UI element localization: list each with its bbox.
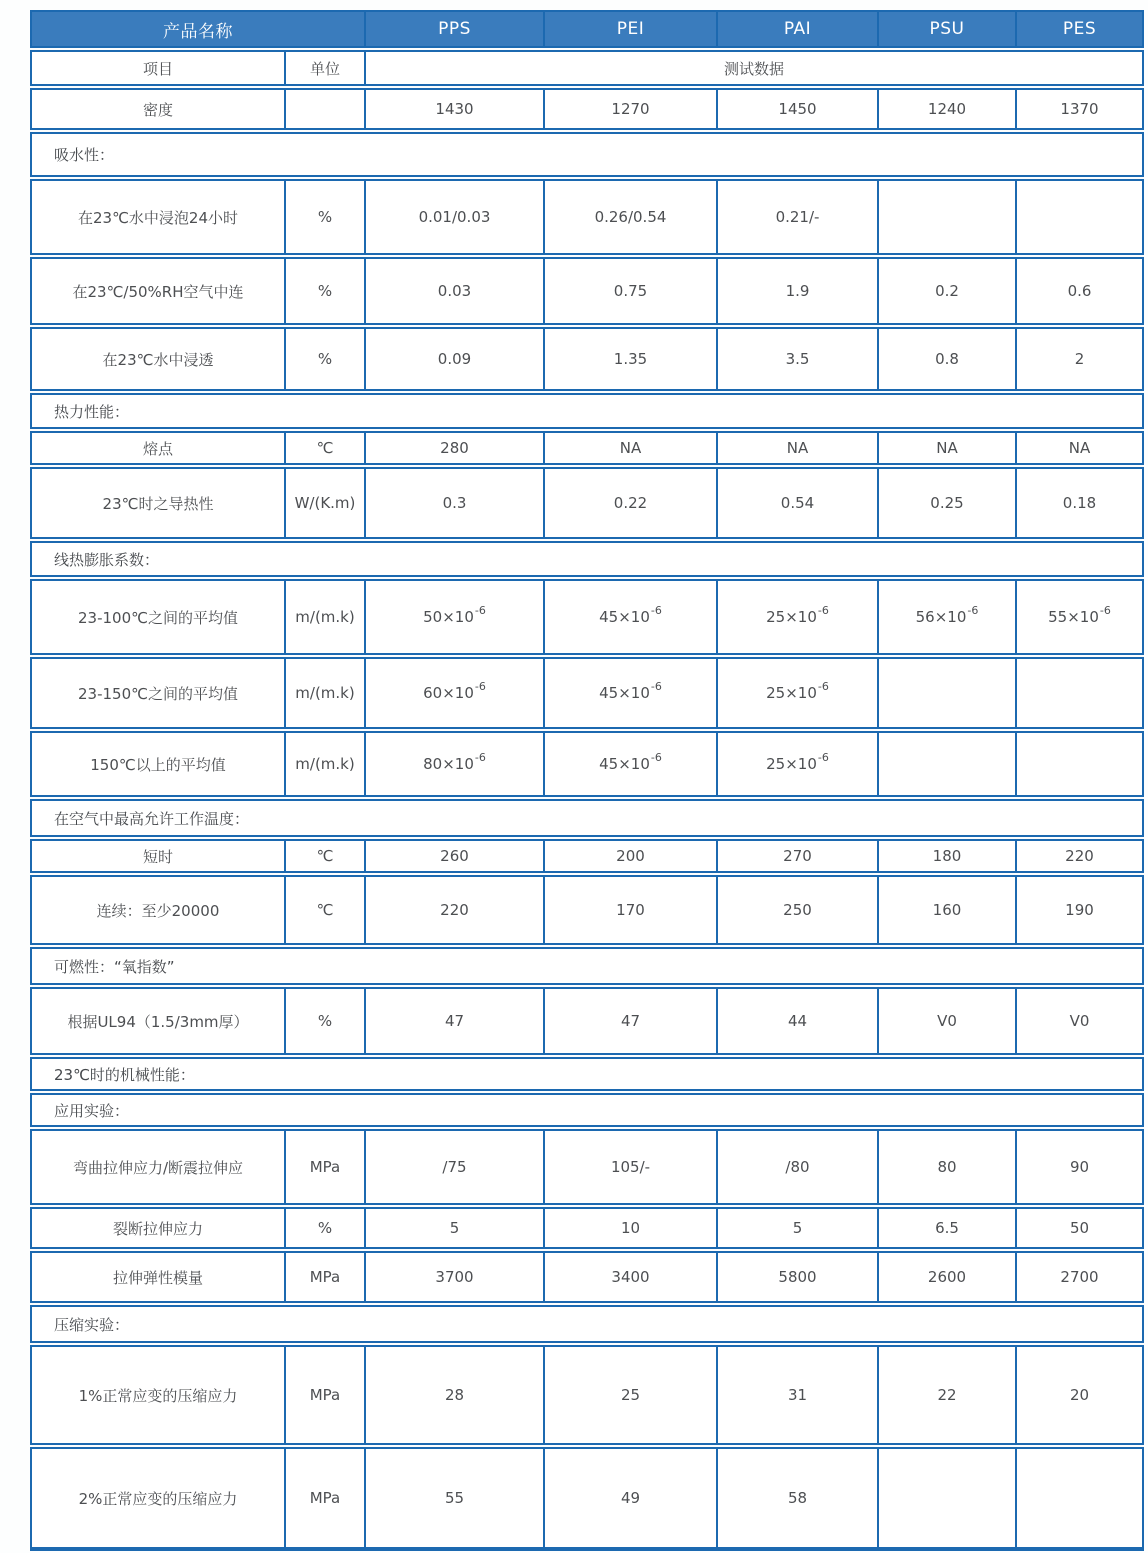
row-label-cell: 23-100℃之间的平均值 xyxy=(78,608,238,627)
section-row xyxy=(30,947,1144,985)
table-header-row xyxy=(30,10,1144,48)
row-value-cell: 0.03 xyxy=(364,259,543,323)
row-value-cell: 49 xyxy=(543,1449,716,1547)
row-unit-cell: % xyxy=(284,329,364,389)
row-label-cell: 1%正常应变的压缩应力 xyxy=(78,1386,238,1405)
row-value-cell: NA xyxy=(543,433,716,463)
properties-table xyxy=(30,10,1144,1553)
row-label-cell: 23℃时之导热性 xyxy=(102,494,214,513)
data-row xyxy=(30,1207,1144,1249)
row-value-cell: 55 xyxy=(364,1449,543,1547)
row-value-cell: 80×10 -6 xyxy=(364,733,543,795)
row-unit-cell: MPa xyxy=(284,1347,364,1443)
row-label-cell: 连续：至少20000 xyxy=(96,901,220,920)
product-col-pai: PAI xyxy=(716,12,877,46)
row-label-cell: 熔点 xyxy=(142,439,173,458)
row-value-cell: 3.5 xyxy=(716,329,877,389)
row-value-cell: 180 xyxy=(877,841,1015,871)
data-row xyxy=(30,179,1144,255)
row-value-cell: 25×10 -6 xyxy=(716,581,877,653)
row-value-cell: 1.9 xyxy=(716,259,877,323)
section-row xyxy=(30,132,1144,177)
row-value-cell: 55×10 -6 xyxy=(1015,581,1142,653)
row-unit-cell: ℃ xyxy=(284,877,364,943)
row-value-cell: 0.09 xyxy=(364,329,543,389)
row-value-cell: 58 xyxy=(716,1449,877,1547)
row-unit-cell: MPa xyxy=(284,1131,364,1203)
product-col-pes: PES xyxy=(1015,12,1142,46)
row-value-cell: 0.75 xyxy=(543,259,716,323)
row-value-cell: 0.22 xyxy=(543,469,716,537)
row-value-cell: 5 xyxy=(364,1209,543,1247)
row-label-cell: 短时 xyxy=(142,847,173,866)
row-value-cell: 270 xyxy=(716,841,877,871)
row-value-cell: 200 xyxy=(543,841,716,871)
row-value-cell xyxy=(877,1449,1015,1547)
row-value-cell: NA xyxy=(877,433,1015,463)
data-row xyxy=(30,987,1144,1055)
row-value-cell: 56×10 -6 xyxy=(877,581,1015,653)
row-value-cell: 0.18 xyxy=(1015,469,1142,537)
section-label: 应用实验： xyxy=(54,1101,130,1120)
row-value-cell: 220 xyxy=(364,877,543,943)
section-row xyxy=(30,1057,1144,1091)
row-unit-cell: m/(m.k) xyxy=(284,581,364,653)
row-value-cell: 170 xyxy=(543,877,716,943)
row-value-cell: 220 xyxy=(1015,841,1142,871)
section-label: 线热膨胀系数： xyxy=(54,550,160,569)
data-row xyxy=(30,839,1144,873)
row-value-cell xyxy=(1015,181,1142,253)
row-value-cell: 5800 xyxy=(716,1253,877,1301)
data-row xyxy=(30,467,1144,539)
unit-header-cell: 单位 xyxy=(284,52,364,84)
row-unit-cell xyxy=(284,90,364,128)
section-row xyxy=(30,393,1144,429)
row-value-cell xyxy=(1015,659,1142,727)
row-value-cell: 60×10 -6 xyxy=(364,659,543,727)
row-value-cell: 280 xyxy=(364,433,543,463)
item-header-cell: 项目 xyxy=(142,59,173,78)
row-label-cell: 裂断拉伸应力 xyxy=(112,1219,203,1238)
row-value-cell: 1270 xyxy=(543,90,716,128)
row-value-cell: 3400 xyxy=(543,1253,716,1301)
row-unit-cell: m/(m.k) xyxy=(284,733,364,795)
row-value-cell: 160 xyxy=(877,877,1015,943)
row-value-cell: 1240 xyxy=(877,90,1015,128)
section-row xyxy=(30,799,1144,837)
section-row xyxy=(30,541,1144,577)
test-data-header-cell: 测试数据 xyxy=(364,52,1142,84)
row-unit-cell: % xyxy=(284,259,364,323)
data-row xyxy=(30,1129,1144,1205)
row-value-cell: /75 xyxy=(364,1131,543,1203)
row-value-cell: 0.01/0.03 xyxy=(364,181,543,253)
row-value-cell: 47 xyxy=(543,989,716,1053)
row-value-cell: 1450 xyxy=(716,90,877,128)
row-value-cell: 45×10 -6 xyxy=(543,581,716,653)
section-label: 在空气中最高允许工作温度： xyxy=(54,809,250,828)
row-value-cell: 2600 xyxy=(877,1253,1015,1301)
row-value-cell: 5 xyxy=(716,1209,877,1247)
row-label-cell: 根据UL94（1.5/3mm厚） xyxy=(67,1012,249,1031)
row-label-cell: 在23℃水中浸泡24小时 xyxy=(77,208,239,227)
row-value-cell: 80 xyxy=(877,1131,1015,1203)
data-row xyxy=(30,579,1144,655)
row-value-cell: 0.6 xyxy=(1015,259,1142,323)
row-value-cell: 1.35 xyxy=(543,329,716,389)
row-value-cell: 90 xyxy=(1015,1131,1142,1203)
row-value-cell: 0.8 xyxy=(877,329,1015,389)
row-value-cell xyxy=(877,181,1015,253)
row-value-cell: 10 xyxy=(543,1209,716,1247)
row-unit-cell: MPa xyxy=(284,1449,364,1547)
row-label-cell: 在23℃水中浸透 xyxy=(102,350,214,369)
data-row xyxy=(30,257,1144,325)
row-unit-cell: MPa xyxy=(284,1253,364,1301)
row-value-cell: V0 xyxy=(1015,989,1142,1053)
product-col-psu: PSU xyxy=(877,12,1015,46)
table-body xyxy=(30,88,1144,1551)
row-value-cell: 0.54 xyxy=(716,469,877,537)
row-unit-cell: ℃ xyxy=(284,433,364,463)
product-col-pei: PEI xyxy=(543,12,716,46)
row-value-cell: 0.25 xyxy=(877,469,1015,537)
section-row xyxy=(30,1093,1144,1127)
row-unit-cell: m/(m.k) xyxy=(284,659,364,727)
row-value-cell xyxy=(1015,733,1142,795)
row-value-cell: 22 xyxy=(877,1347,1015,1443)
row-value-cell: 50 xyxy=(1015,1209,1142,1247)
section-label: 23℃时的机械性能： xyxy=(54,1065,195,1084)
row-value-cell: 28 xyxy=(364,1347,543,1443)
row-value-cell: 47 xyxy=(364,989,543,1053)
row-value-cell: 1430 xyxy=(364,90,543,128)
row-value-cell xyxy=(877,659,1015,727)
row-value-cell: 2700 xyxy=(1015,1253,1142,1301)
row-value-cell: 0.26/0.54 xyxy=(543,181,716,253)
data-row xyxy=(30,875,1144,945)
row-value-cell: 31 xyxy=(716,1347,877,1443)
row-value-cell: 45×10 -6 xyxy=(543,733,716,795)
row-value-cell: 0.2 xyxy=(877,259,1015,323)
row-value-cell: V0 xyxy=(877,989,1015,1053)
data-row xyxy=(30,1345,1144,1445)
row-label-cell: 23-150℃之间的平均值 xyxy=(78,684,238,703)
row-value-cell: NA xyxy=(716,433,877,463)
row-value-cell: 105/- xyxy=(543,1131,716,1203)
section-row xyxy=(30,1305,1144,1343)
data-row xyxy=(30,327,1144,391)
row-label-cell: 2%正常应变的压缩应力 xyxy=(78,1489,238,1508)
row-value-cell: 25×10 -6 xyxy=(716,659,877,727)
row-value-cell: 6.5 xyxy=(877,1209,1015,1247)
row-value-cell: 44 xyxy=(716,989,877,1053)
row-label-cell: 弯曲拉伸应力/断震拉伸应 xyxy=(72,1158,244,1177)
row-unit-cell: ℃ xyxy=(284,841,364,871)
row-value-cell: 50×10 -6 xyxy=(364,581,543,653)
row-label-cell: 在23℃/50%RH空气中连 xyxy=(72,282,244,301)
row-value-cell: 260 xyxy=(364,841,543,871)
row-value-cell xyxy=(877,733,1015,795)
data-row xyxy=(30,88,1144,130)
row-unit-cell: % xyxy=(284,1209,364,1247)
table-subheader-row xyxy=(30,50,1144,86)
row-label-cell: 拉伸弹性模量 xyxy=(112,1268,203,1287)
row-unit-cell: % xyxy=(284,989,364,1053)
section-label: 热力性能： xyxy=(54,402,130,421)
data-row xyxy=(30,1447,1144,1551)
section-label: 吸水性： xyxy=(54,146,115,164)
row-value-cell: 0.21/- xyxy=(716,181,877,253)
data-row xyxy=(30,1251,1144,1303)
data-row xyxy=(30,657,1144,729)
row-label-cell: 150℃以上的平均值 xyxy=(90,755,226,774)
row-value-cell: /80 xyxy=(716,1131,877,1203)
section-label: 压缩实验： xyxy=(54,1315,130,1334)
row-value-cell: 1370 xyxy=(1015,90,1142,128)
row-value-cell: 25 xyxy=(543,1347,716,1443)
row-value-cell: 20 xyxy=(1015,1347,1142,1443)
row-value-cell: 2 xyxy=(1015,329,1142,389)
row-value-cell: 190 xyxy=(1015,877,1142,943)
row-value-cell: 250 xyxy=(716,877,877,943)
section-label: 可燃性：“氧指数” xyxy=(54,957,175,976)
row-value-cell: 45×10 -6 xyxy=(543,659,716,727)
product-name-header-cell: 产品名称 xyxy=(163,21,233,42)
row-value-cell: 25×10 -6 xyxy=(716,733,877,795)
row-value-cell xyxy=(1015,1449,1142,1547)
row-value-cell: 0.3 xyxy=(364,469,543,537)
row-value-cell: NA xyxy=(1015,433,1142,463)
data-row xyxy=(30,431,1144,465)
row-label-cell: 密度 xyxy=(142,100,173,119)
data-row xyxy=(30,731,1144,797)
product-col-pps: PPS xyxy=(364,12,543,46)
row-unit-cell: W/(K.m) xyxy=(284,469,364,537)
row-unit-cell: % xyxy=(284,181,364,253)
row-value-cell: 3700 xyxy=(364,1253,543,1301)
